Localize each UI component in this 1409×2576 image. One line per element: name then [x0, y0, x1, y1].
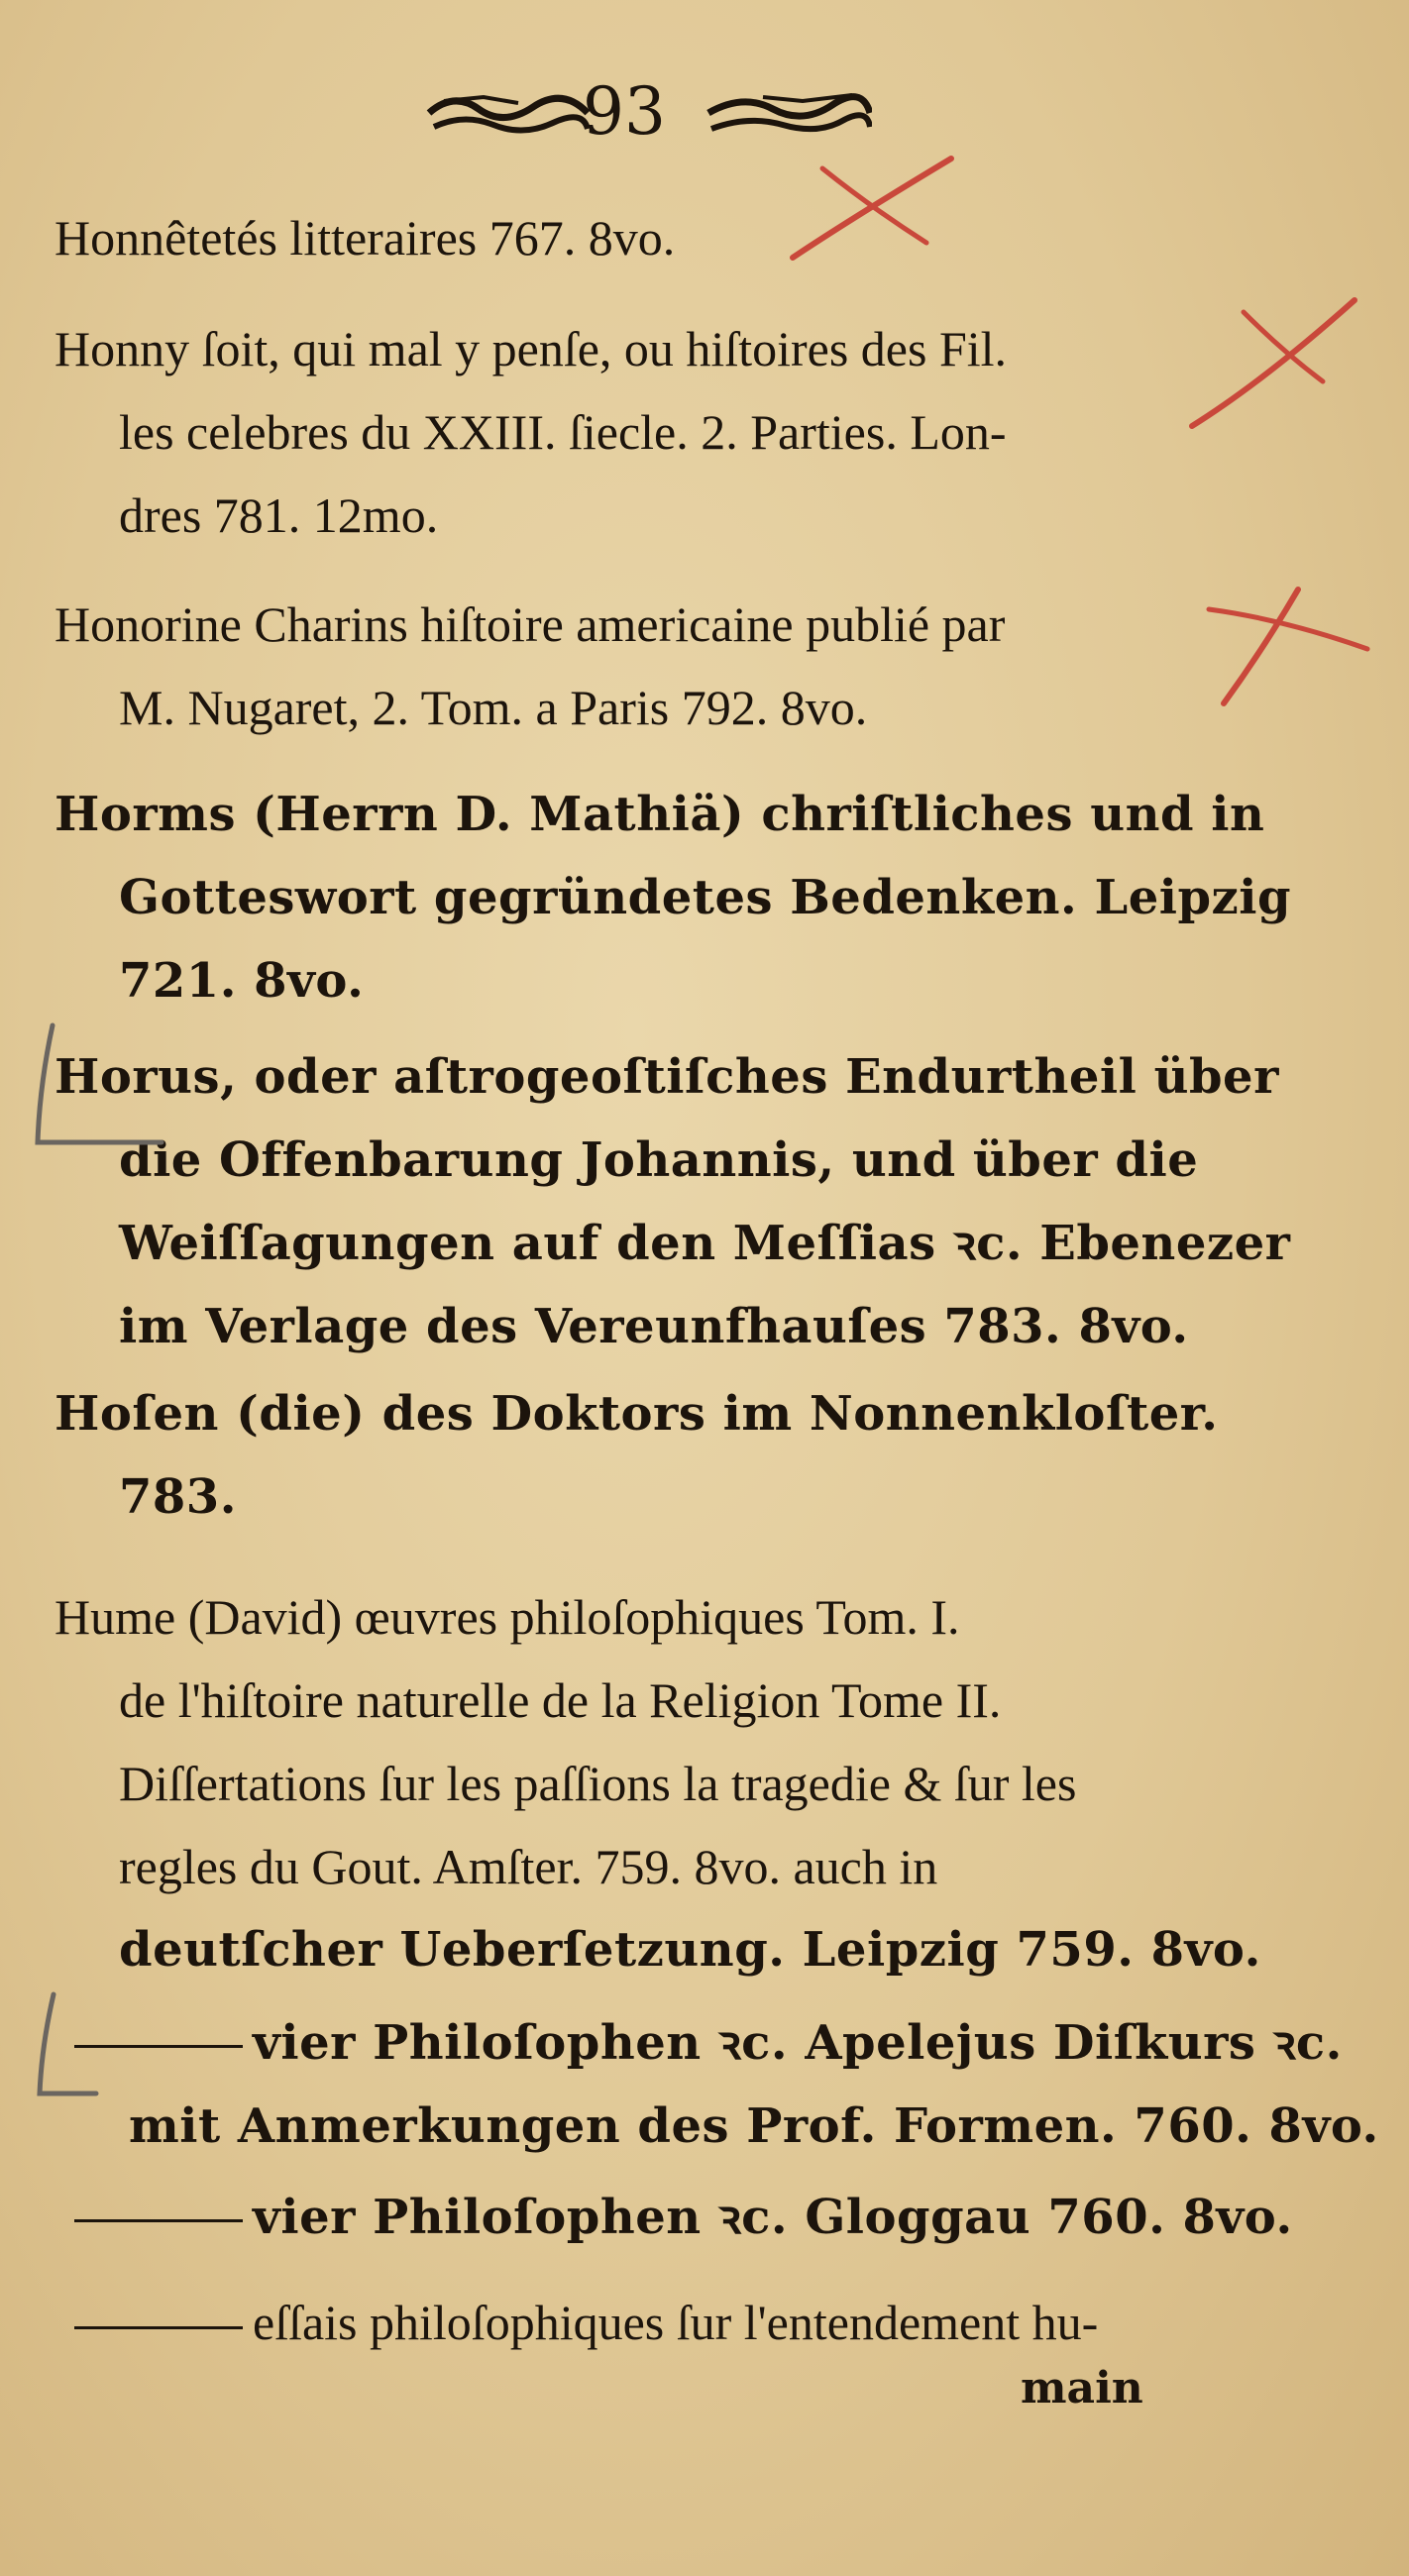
entry-honorine — [54, 583, 1005, 749]
entry-line: Honorine Charins hiſtoire americaine publié par — [54, 596, 1006, 652]
entry-line: vier Philoſophen ꝛc. Gloggau 760. 8vo. — [253, 2190, 1293, 2245]
red-cross-mark-icon — [1204, 580, 1372, 708]
entry-vier-philosophen-1 — [74, 2001, 1379, 2168]
ornament-left-icon — [424, 83, 593, 143]
entry-line: deutſcher Ueberſetzung. Leipzig 759. 8vo. — [119, 1922, 1261, 1978]
entry-line: eſſais philoſophiques ſur l'entendement hu- — [253, 2295, 1099, 2350]
ornament-right-icon — [704, 83, 872, 143]
entry-honnetetes — [54, 196, 675, 279]
entry-line: les celebres du XXIII. ſiecle. 2. Parties. Lon- — [119, 404, 1007, 460]
entry-line: Gotteswort gegründetes Bedenken. Leipzig — [119, 870, 1292, 925]
entry-line: vier Philoſophen ꝛc. Apelejus Diſkurs ꝛc. — [253, 2015, 1343, 2071]
catchword: main — [1021, 2363, 1143, 2414]
entry-line: Hume (David) œuvres philoſophiques Tom. I. — [54, 1589, 960, 1645]
entry-line: mit Anmerkungen des Prof. Formen. 760. 8vo. — [129, 2098, 1379, 2154]
entry-line: Honnêtetés litteraires 767. 8vo. — [54, 210, 676, 266]
entry-horms — [54, 773, 1291, 1022]
entry-vier-philosophen-2 — [74, 2176, 1293, 2259]
entry-line: Honny ſoit, qui mal y penſe, ou hiſtoires des Fil. — [54, 321, 1008, 376]
entry-line: de l'hiſtoire naturelle de la Religion Tome II. — [119, 1672, 1002, 1728]
entry-honny-soit — [54, 307, 1007, 557]
entry-line: Weiſſagungen auf den Meſſias ꝛc. Ebenezer — [119, 1216, 1291, 1271]
pencil-bracket-mark-icon — [22, 1986, 101, 2105]
entry-line: Horus, oder aſtrogeoſtiſches Endurtheil über — [54, 1049, 1279, 1105]
red-cross-mark-icon — [1184, 292, 1362, 431]
pencil-bracket-mark-icon — [18, 1016, 166, 1164]
entry-hosen — [54, 1372, 1218, 1539]
red-cross-mark-icon — [783, 149, 961, 268]
entry-line: M. Nugaret, 2. Tom. a Paris 792. 8vo. — [119, 680, 868, 735]
entry-line: Horms (Herrn D. Mathiä) chriſtliches und in — [54, 787, 1265, 842]
entry-line: Hoſen (die) des Doktors im Nonnenkloſter. — [54, 1386, 1219, 1442]
entry-line: regles du Gout. Amſter. 759. 8vo. auch in — [119, 1839, 938, 1894]
entry-line: die Offenbarung Johannis, und über die — [119, 1132, 1199, 1188]
entry-line: im Verlage des Vereunfhauſes 783. 8vo. — [119, 1299, 1189, 1354]
page-number: 93 — [583, 73, 666, 150]
entry-essais — [74, 2281, 1098, 2364]
entry-line: 721. 8vo. — [119, 953, 365, 1009]
entry-line: 783. — [119, 1469, 237, 1525]
entry-line: dres 781. 12mo. — [119, 487, 439, 543]
ditto-dash — [74, 2219, 243, 2222]
entry-horus — [54, 1035, 1290, 1368]
entry-hume — [54, 1575, 1261, 1991]
entry-line: Diſſertations ſur les paſſions la tragedie & ſur les — [119, 1756, 1077, 1811]
page-header — [0, 61, 1409, 170]
ditto-dash — [74, 2326, 243, 2329]
